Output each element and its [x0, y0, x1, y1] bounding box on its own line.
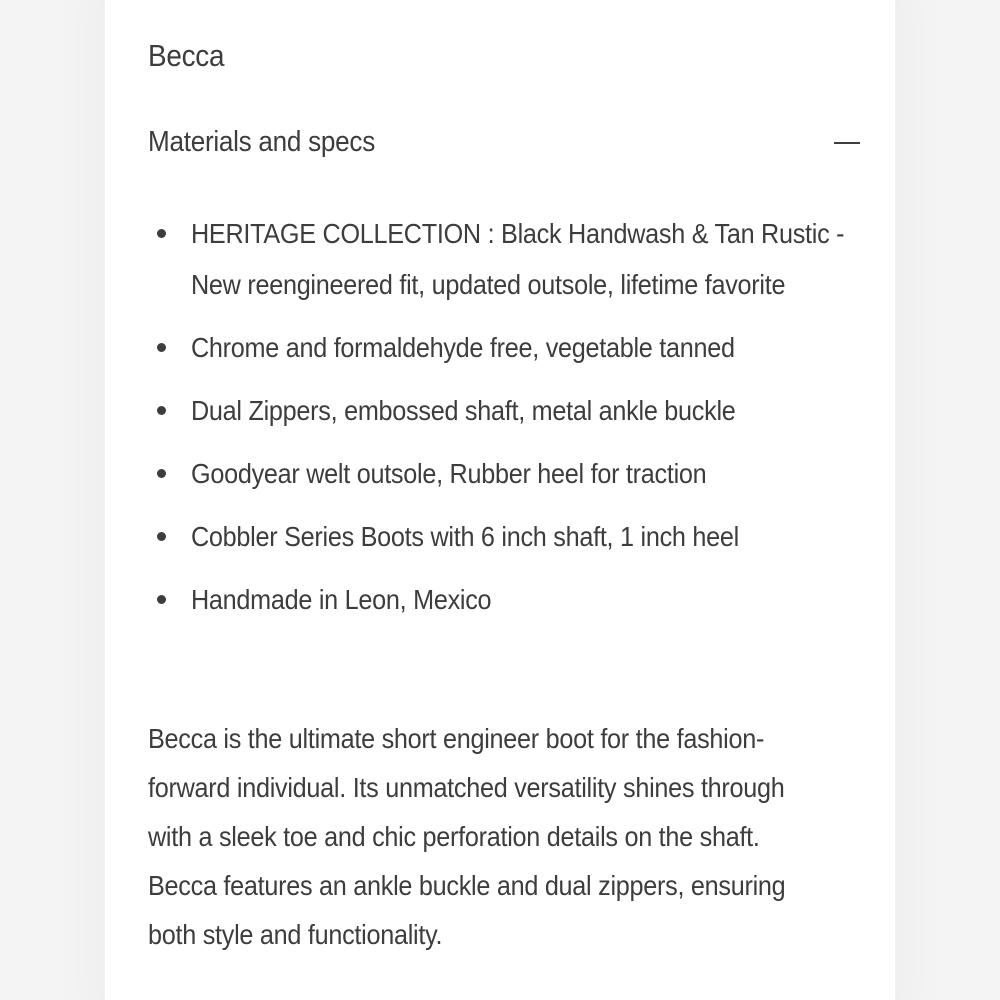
product-details-card: [105, 0, 895, 1000]
materials-specs-accordion-header[interactable]: [148, 120, 860, 168]
spec-item-text: Cobbler Series Boots with 6 inch shaft, 1 inch heel: [191, 521, 739, 552]
spec-item: [148, 385, 868, 436]
description-line: both style and functionality.: [148, 919, 443, 950]
bullet-icon: [157, 595, 166, 604]
accordion-label: Materials and specs: [148, 126, 375, 158]
spec-item-text: Chrome and formaldehyde free, vegetable tanned: [191, 332, 735, 363]
product-description: [148, 714, 868, 959]
description-line: with a sleek toe and chic perforation details on the shaft.: [148, 821, 760, 852]
specs-list: [148, 208, 868, 637]
bullet-icon: [157, 343, 166, 352]
bullet-icon: [157, 406, 166, 415]
spec-item: [148, 511, 868, 562]
spec-item: [148, 322, 868, 373]
description-line: Becca is the ultimate short engineer boot for the fashion-: [148, 723, 765, 754]
spec-item-text: HERITAGE COLLECTION : Black Handwash & Tan Rustic -: [191, 218, 845, 249]
bullet-icon: [157, 469, 166, 478]
spec-item-text: Handmade in Leon, Mexico: [191, 584, 492, 615]
description-line: forward individual. Its unmatched versatility shines through: [148, 772, 785, 803]
spec-item: [148, 448, 868, 499]
bullet-icon: [157, 229, 166, 238]
minus-icon[interactable]: [834, 142, 860, 144]
description-line: Becca features an ankle buckle and dual zippers, ensuring: [148, 870, 786, 901]
spec-item-text: Dual Zippers, embossed shaft, metal ankle buckle: [191, 395, 736, 426]
spec-item: [148, 574, 868, 625]
spec-item: [148, 208, 868, 310]
spec-item-text: New reengineered fit, updated outsole, lifetime favorite: [191, 269, 786, 300]
spec-item-text: Goodyear welt outsole, Rubber heel for traction: [191, 458, 707, 489]
bullet-icon: [157, 532, 166, 541]
product-title: Becca: [148, 38, 225, 73]
